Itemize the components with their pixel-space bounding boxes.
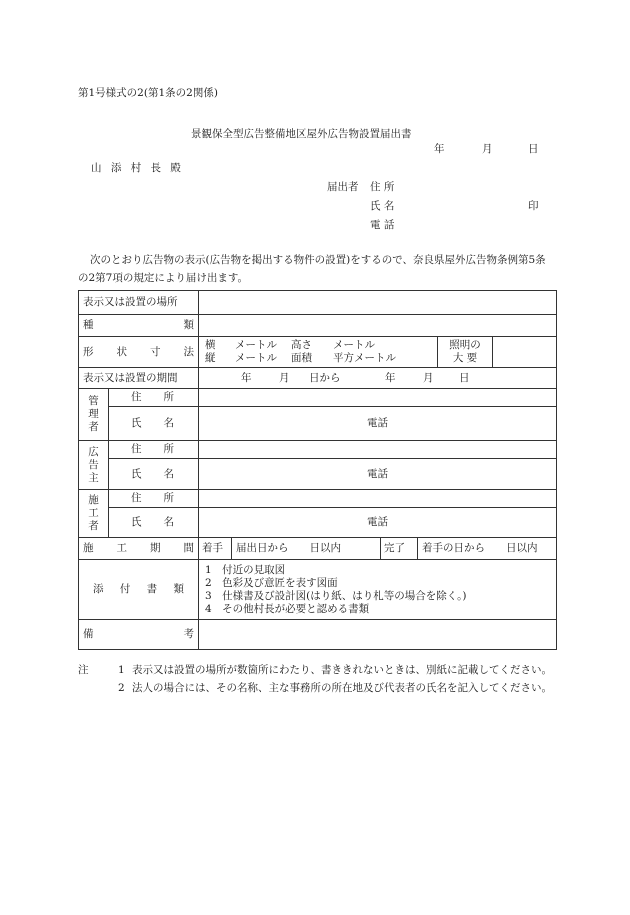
attachment-item: 3 仕様書及び設計図(はり紙、はり札等の場合を除く。) [205,589,467,602]
manager-name-field[interactable] [199,407,557,441]
area-unit: 平方メートル [333,352,396,364]
attachments-list [199,560,557,620]
submitter-phone-label: 電 話 [370,219,395,231]
row-contractor-address [79,490,557,508]
row-type [79,315,557,337]
complete-detail[interactable]: 着手の日から 日以内 [422,542,538,554]
contractor-address-label: 住所 [109,490,199,508]
notes-prefix: 注 [78,664,89,676]
complete-label: 完了 [381,538,418,559]
period-year1: 年 [241,371,252,384]
manager-address-field[interactable] [199,389,557,407]
start-label: 着手 [199,538,232,559]
date-day-label: 日 [528,143,539,155]
row-location [79,291,557,315]
note-item [78,679,558,697]
manager-phone-label: 電話 [367,417,388,429]
type-label: 種類 [79,315,199,337]
shape-size-field [199,337,557,368]
width-label: 横 [205,339,216,351]
row-contractor-name [79,508,557,538]
period-month2: 月 [423,371,434,384]
attachment-item: 1 付近の見取図 [205,563,286,576]
document-title: 景観保全型広告整備地区屋外広告物設置届出書 [191,128,412,140]
note-text: 法人の場合には、その名称、主な事務所の所在地及び代表者の氏名を記入してください。 [132,682,552,694]
seal-mark: 印 [528,200,539,212]
advertiser-address-label: 住所 [109,441,199,459]
row-attachments [79,560,557,620]
advertiser-phone-label: 電話 [367,467,388,480]
attachments-label: 添付書類 [79,560,199,620]
row-manager-address [79,389,557,407]
note-number: 1 [118,664,125,676]
row-manager-name [79,407,557,441]
contractor-phone-label: 電話 [367,516,388,528]
contractor-label: 施工者 [79,490,109,538]
date-year-label: 年 [434,143,445,155]
lighting-field[interactable] [493,337,557,367]
period-day2: 日 [459,371,470,384]
submitter-address-label: 住 所 [370,181,395,193]
height-unit: メートル [333,339,375,351]
manager-name-label: 氏名 [109,407,199,441]
form-number: 第1号様式の2(第1条の2関係) [78,87,218,99]
note-item [78,661,558,679]
intro-text: 次のとおり広告物の表示(広告物を掲出する物件の設置)をするので、奈良県屋外広告物条例第5条の2第7項の規定により届け出ます。 [78,254,546,284]
submitter-label: 届出者 [327,181,359,193]
location-field[interactable] [199,291,557,315]
advertiser-name-label: 氏名 [109,459,199,490]
start-detail[interactable]: 届出日から 日以内 [232,538,381,559]
type-field[interactable] [199,315,557,337]
row-advertiser-address [79,441,557,459]
vertical-unit: メートル [235,352,277,364]
location-label: 表示又は設置の場所 [79,291,199,315]
period-label: 表示又は設置の期間 [79,368,199,389]
note-number: 2 [118,682,125,694]
date-month-label: 月 [482,143,493,155]
row-advertiser-name [79,459,557,490]
area-label: 面積 [291,352,312,364]
contractor-name-field[interactable] [199,508,557,538]
notification-form-table [78,290,557,650]
notes-section [78,661,558,697]
lighting-label-2: 大 要 [452,352,478,364]
vertical-label: 縦 [205,352,216,364]
row-construction-period [79,538,557,560]
construction-period-field [199,538,557,560]
manager-label: 管理者 [79,389,109,441]
lighting-label-1: 照明の [449,339,481,351]
attachment-item: 4 その他村長が必要と認める書類 [205,602,370,615]
period-month1: 月 [279,371,290,384]
row-period [79,368,557,389]
advertiser-name-field[interactable] [199,459,557,490]
shape-size-inner [199,337,556,367]
note-text: 表示又は設置の場所が数箇所にわたり、書ききれないときは、別紙に記載してください。 [132,664,552,676]
shape-size-label: 形状寸法 [79,337,199,368]
width-unit: メートル [235,339,277,351]
period-from: 日から [309,371,341,384]
height-label: 高さ [291,339,312,351]
advertiser-address-field[interactable] [199,441,557,459]
addressee: 山 添 村 長 殿 [91,162,184,174]
row-remarks [79,620,557,650]
manager-address-label: 住所 [109,389,199,407]
remarks-label: 備考 [79,620,199,650]
advertiser-label: 広告主 [79,441,109,490]
intro-paragraph [78,251,556,287]
attachment-item: 2 色彩及び意匠を表す図面 [205,576,338,589]
contractor-name-label: 氏名 [109,508,199,538]
period-year2: 年 [385,371,396,384]
row-shape-size [79,337,557,368]
remarks-field[interactable] [199,620,557,650]
construction-period-label: 施工期間 [79,538,199,560]
contractor-address-field[interactable] [199,490,557,508]
period-field[interactable] [199,368,557,389]
submitter-name-label: 氏 名 [370,200,395,212]
